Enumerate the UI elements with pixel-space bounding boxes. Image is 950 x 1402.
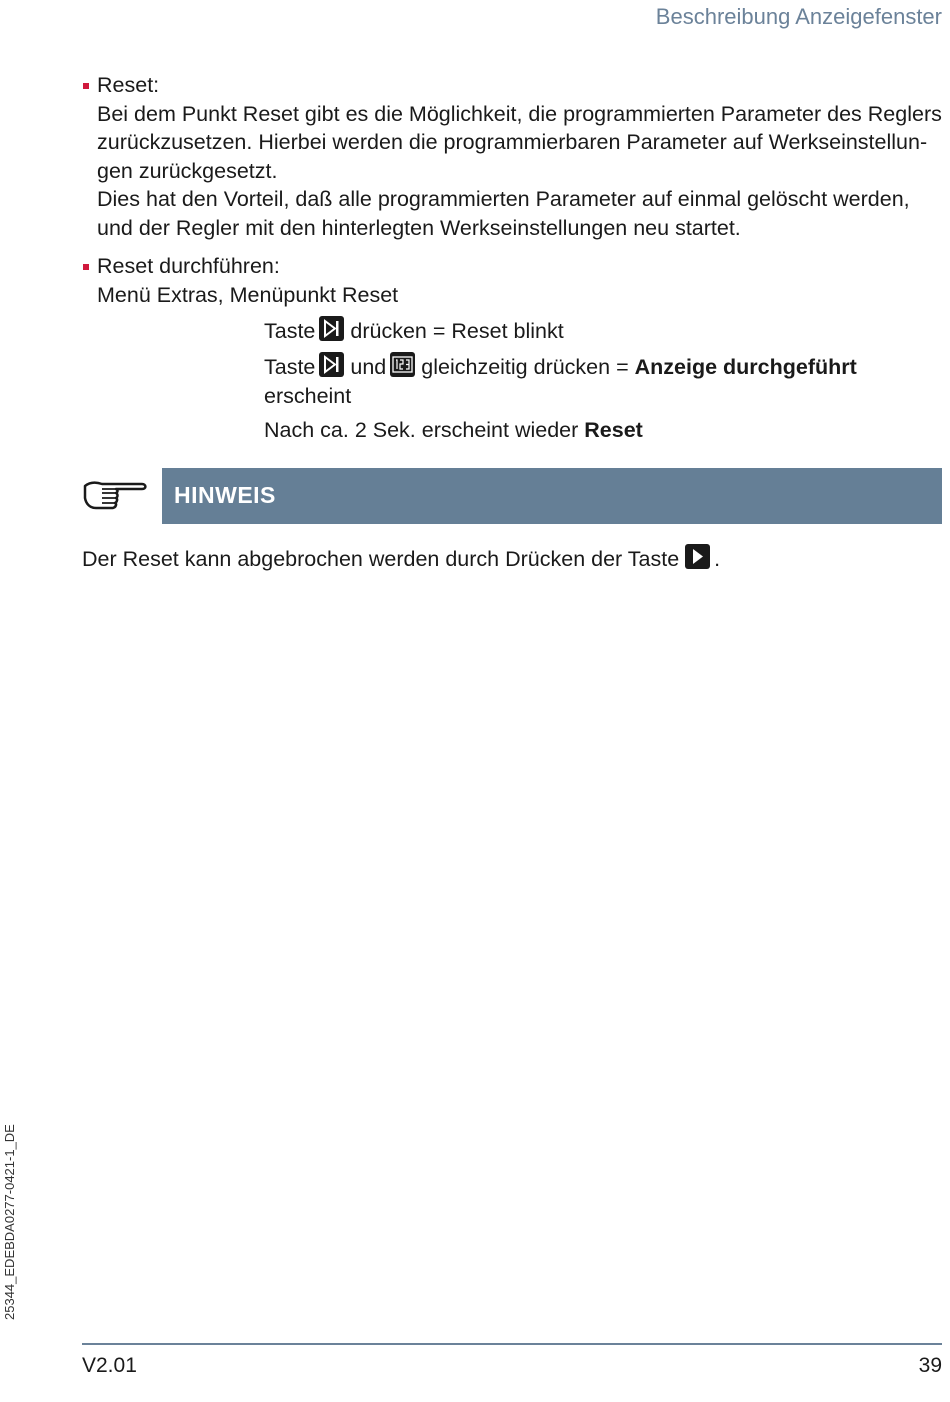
reset-text-line-4: Dies hat den Vorteil, daß alle programmierten Parameter auf einmal gelöscht werden, xyxy=(97,187,910,211)
document-code: 25344_EDEBDA0277-0421-1_DE xyxy=(2,1124,17,1320)
reset-section xyxy=(82,71,944,242)
step-1 xyxy=(264,316,924,346)
step-3 xyxy=(264,416,924,445)
perform-section xyxy=(82,252,944,309)
perform-bullet-title: Reset durchführen: xyxy=(82,252,944,281)
note-text xyxy=(82,544,720,574)
step-2-suffix: gleichzeitig drücken = xyxy=(421,355,629,379)
play-step-key-icon xyxy=(319,352,344,377)
footer-divider xyxy=(82,1343,942,1345)
step-3-bold: Reset xyxy=(584,418,643,442)
reset-text-line-2: zurückzusetzen. Hierbei werden die programmierbaren Parameter auf Werkseinstellun- xyxy=(97,130,928,154)
step-1-suffix: drücken = Reset blinkt xyxy=(350,319,564,343)
footer-version: V2.01 xyxy=(82,1354,137,1377)
reset-text-line-5: und der Regler mit den hinterlegten Werkseinstellungen neu startet. xyxy=(97,215,741,240)
page-header-title: Beschreibung Anzeigefenster xyxy=(655,4,942,29)
step-2-line-2: erscheint xyxy=(264,383,352,408)
reset-text-line-1: Bei dem Punkt Reset gibt es die Möglichkeit, die programmierten Parameter des Reglers xyxy=(97,101,942,126)
step-2 xyxy=(264,352,924,410)
step-3-text: Nach ca. 2 Sek. erscheint wieder xyxy=(264,418,579,442)
reset-text-line-3: gen zurückgesetzt. xyxy=(97,158,278,183)
step-2-middle: und xyxy=(350,355,387,379)
step-1-prefix: Taste xyxy=(264,319,316,343)
note-label: HINWEIS xyxy=(174,482,276,508)
step-2-prefix: Taste xyxy=(264,355,316,379)
play-step-key-icon xyxy=(319,316,344,341)
123-key-icon xyxy=(390,352,415,377)
note-text-main: Der Reset kann abgebrochen werden durch Drücken der Taste xyxy=(82,547,680,571)
footer-page-number: 39 xyxy=(918,1354,942,1377)
menu-path: Menü Extras, Menüpunkt Reset xyxy=(97,282,399,307)
play-key-icon xyxy=(685,544,710,569)
step-2-bold: Anzeige durchgeführt xyxy=(634,355,857,379)
note-text-end: . xyxy=(714,547,721,571)
note-bar xyxy=(162,468,942,524)
reset-bullet-title: Reset: xyxy=(82,71,944,100)
pointing-hand-icon xyxy=(82,478,150,519)
